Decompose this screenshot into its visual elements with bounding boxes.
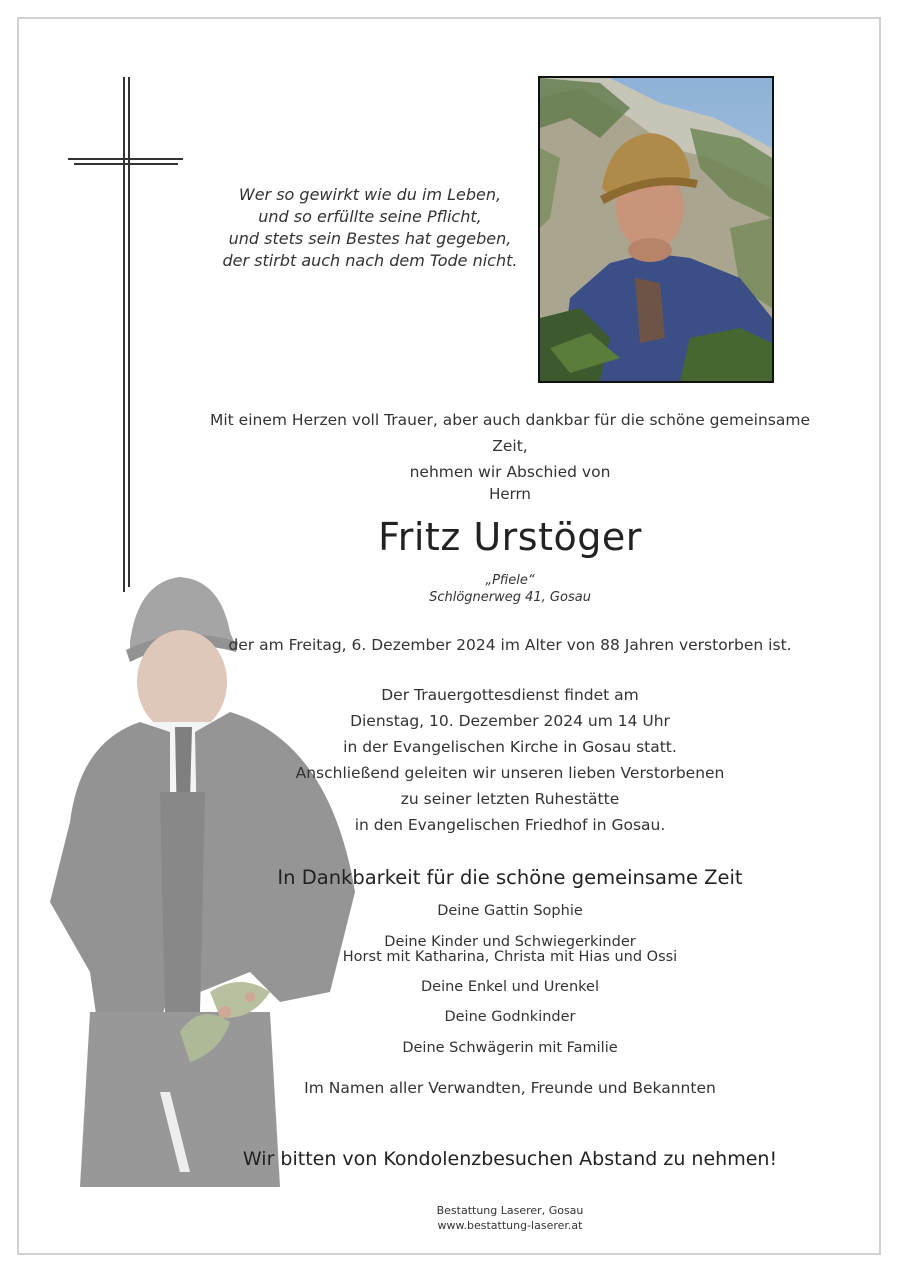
poem-line: der stirbt auch nach dem Tode nicht.	[222, 251, 518, 270]
mourner-children	[210, 935, 810, 965]
portrait-photo	[538, 76, 774, 383]
funeral-home-footer	[210, 1203, 810, 1233]
mourner-children-title: Deine Kinder und Schwiegerkinder	[384, 934, 636, 950]
intro-text	[210, 407, 810, 485]
mourner-children-names: Horst mit Katharina, Christa mit Hias und Ossi	[342, 949, 678, 965]
condolence-request: Wir bitten von Kondolenzbesuchen Abstand zu nehmen!	[242, 1148, 778, 1170]
mourner-others: Im Namen aller Verwandten, Freunde und Bekannten	[304, 1079, 716, 1097]
intro-line: nehmen wir Abschied von	[409, 463, 611, 481]
mourner-grandchildren: Deine Enkel und Urenkel	[420, 979, 599, 995]
service-line: Der Trauergottesdienst findet am	[381, 686, 639, 704]
nickname: „Pfiele“	[485, 573, 535, 588]
service-line: Dienstag, 10. Dezember 2024 um 14 Uhr	[350, 712, 670, 730]
service-line: in den Evangelischen Friedhof in Gosau.	[354, 816, 666, 834]
address: Schlögnerweg 41, Gosau	[429, 590, 591, 605]
mourners-heading: In Dankbarkeit für die schöne gemeinsame Zeit	[277, 866, 743, 889]
poem-line: Wer so gewirkt wie du im Leben,	[238, 185, 502, 204]
poem-line: und stets sein Bestes hat gegeben,	[228, 229, 512, 248]
intro-line: Mit einem Herzen voll Trauer, aber auch dankbar für die schöne gemeinsame Zeit,	[210, 411, 811, 455]
mourner-wife: Deine Gattin Sophie	[437, 903, 583, 919]
service-line: zu seiner letzten Ruhestätte	[400, 790, 620, 808]
memorial-poem	[200, 184, 540, 272]
mourner-sister-in-law: Deine Schwägerin mit Familie	[402, 1040, 618, 1056]
death-notice: der am Freitag, 6. Dezember 2024 im Alter von 88 Jahren verstorben ist.	[228, 636, 792, 654]
mourner-godchildren: Deine Godnkinder	[444, 1009, 576, 1025]
service-line: Anschließend geleiten wir unseren lieben Verstorbenen	[295, 764, 725, 782]
nickname-address	[210, 572, 810, 606]
service-line: in der Evangelischen Kirche in Gosau statt.	[343, 738, 677, 756]
deceased-name: Fritz Urstöger	[378, 515, 642, 559]
footer-website[interactable]: www.bestattung-laserer.at	[437, 1219, 583, 1232]
poem-line: und so erfüllte seine Pflicht,	[258, 207, 482, 226]
salutation: Herrn	[489, 485, 531, 503]
footer-company: Bestattung Laserer, Gosau	[436, 1204, 584, 1217]
service-details	[210, 682, 810, 838]
